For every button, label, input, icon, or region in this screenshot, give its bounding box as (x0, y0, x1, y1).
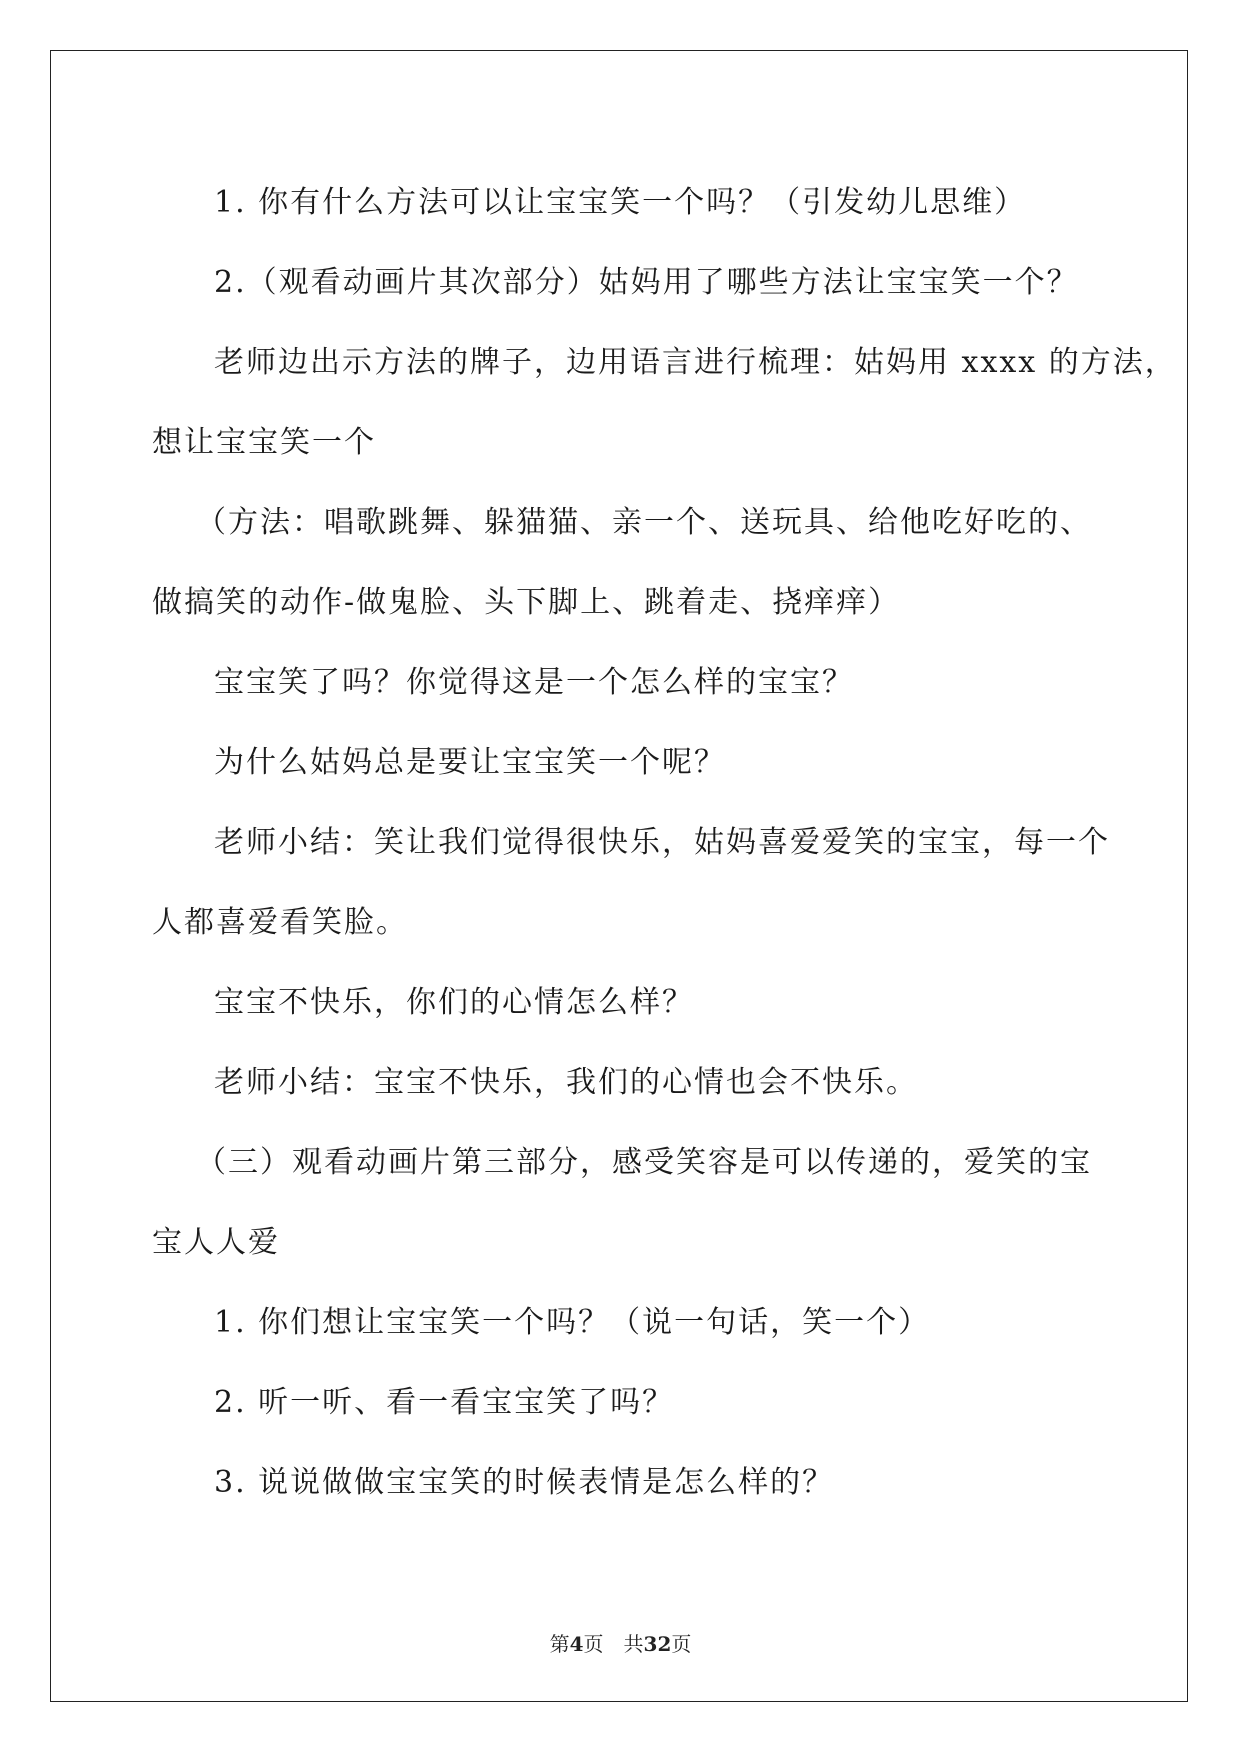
footer-suffix: 页 (671, 1632, 692, 1656)
paragraph: 1. 你们想让宝宝笑一个吗？（说一句话，笑一个） (214, 1305, 931, 1340)
footer-mid: 页 共 (583, 1632, 644, 1656)
paragraph-continuation: 宝人人爱 (152, 1225, 280, 1260)
paragraph: （方法：唱歌跳舞、躲猫猫、亲一个、送玩具、给他吃好吃的、 (196, 505, 1092, 540)
paragraph: 3. 说说做做宝宝笑的时候表情是怎么样的？ (214, 1465, 835, 1500)
document-body (152, 163, 1177, 1523)
paragraph: 老师小结：宝宝不快乐，我们的心情也会不快乐。 (214, 1065, 918, 1100)
paragraph: 宝宝笑了吗？你觉得这是一个怎么样的宝宝？ (214, 665, 854, 700)
paragraph: 2.（观看动画片其次部分）姑妈用了哪些方法让宝宝笑一个？ (214, 265, 1079, 300)
total-page-count: 32 (643, 1632, 672, 1656)
footer-prefix: 第 (549, 1632, 570, 1656)
paragraph-continuation: 想让宝宝笑一个 (152, 425, 376, 460)
paragraph: 2. 听一听、看一看宝宝笑了吗？ (214, 1385, 675, 1420)
page-footer (0, 1628, 1241, 1657)
current-page-number: 4 (569, 1632, 584, 1656)
paragraph: 为什么姑妈总是要让宝宝笑一个呢？ (214, 745, 726, 780)
paragraph: 宝宝不快乐，你们的心情怎么样？ (214, 985, 694, 1020)
paragraph-continuation: 做搞笑的动作-做鬼脸、头下脚上、跳着走、挠痒痒） (152, 585, 901, 620)
paragraph: 1. 你有什么方法可以让宝宝笑一个吗？（引发幼儿思维） (214, 185, 1027, 220)
paragraph: 老师边出示方法的牌子，边用语言进行梳理：姑妈用 xxxx 的方法， (214, 345, 1177, 380)
paragraph: 老师小结：笑让我们觉得很快乐，姑妈喜爱爱笑的宝宝，每一个 (214, 825, 1110, 860)
paragraph-continuation: 人都喜爱看笑脸。 (152, 905, 408, 940)
paragraph: （三）观看动画片第三部分，感受笑容是可以传递的，爱笑的宝 (196, 1145, 1092, 1180)
